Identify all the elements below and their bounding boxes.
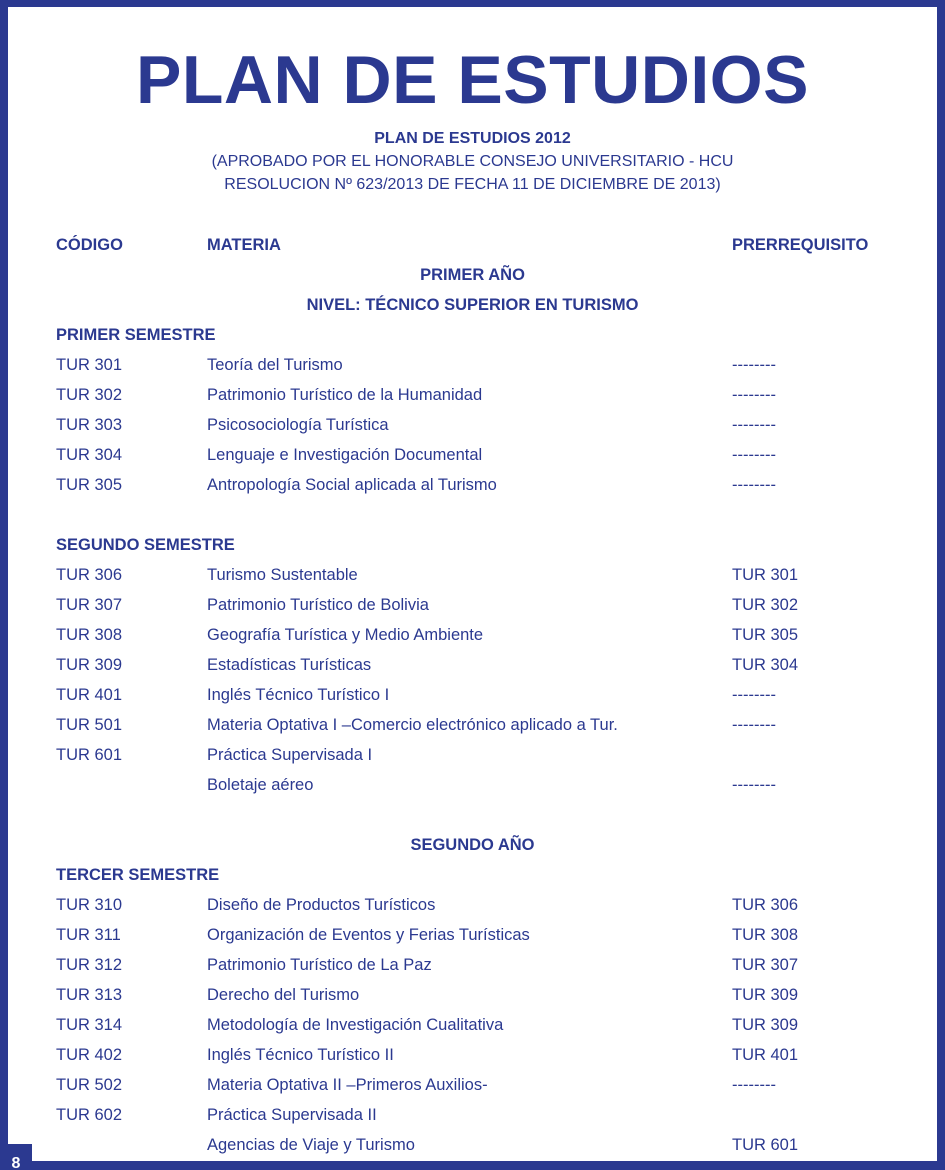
course-subject: Antropología Social aplicada al Turismo bbox=[207, 476, 497, 494]
course-prereq: -------- bbox=[732, 416, 776, 434]
course-prereq: TUR 305 bbox=[732, 626, 799, 644]
course-subject: Geografía Turística y Medio Ambiente bbox=[207, 626, 484, 644]
year-heading-second: SEGUNDO AÑO bbox=[410, 836, 535, 854]
course-subject: Estadísticas Turísticas bbox=[207, 656, 372, 674]
course-prereq: TUR 601 bbox=[732, 1136, 799, 1154]
course-code: TUR 501 bbox=[56, 716, 123, 734]
table-row bbox=[0, 714, 945, 744]
course-prereq: -------- bbox=[732, 476, 776, 494]
course-code: TUR 307 bbox=[56, 596, 123, 614]
subtitle-approval: (APROBADO POR EL HONORABLE CONSEJO UNIVERSITARIO - HCU bbox=[211, 153, 734, 170]
course-subject: Derecho del Turismo bbox=[207, 986, 360, 1004]
course-code: TUR 601 bbox=[56, 746, 123, 764]
course-subject: Psicosociología Turística bbox=[207, 416, 389, 434]
course-code: TUR 401 bbox=[56, 686, 123, 704]
course-subject: Lenguaje e Investigación Documental bbox=[207, 446, 483, 464]
course-prereq: TUR 309 bbox=[732, 986, 799, 1004]
course-code: TUR 314 bbox=[56, 1016, 123, 1034]
course-code: TUR 402 bbox=[56, 1046, 123, 1064]
table-row bbox=[0, 1134, 945, 1164]
table-row bbox=[0, 564, 945, 594]
table-row bbox=[0, 654, 945, 684]
level-heading: NIVEL: TÉCNICO SUPERIOR EN TURISMO bbox=[306, 296, 639, 314]
course-prereq: -------- bbox=[732, 386, 776, 404]
subtitle-resolution: RESOLUCION Nº 623/2013 DE FECHA 11 DE DICIEMBRE DE 2013) bbox=[224, 176, 721, 193]
table-row bbox=[0, 354, 945, 384]
course-prereq: TUR 304 bbox=[732, 656, 799, 674]
table-row bbox=[0, 924, 945, 954]
course-code: TUR 310 bbox=[56, 896, 123, 914]
page-title: PLAN DE ESTUDIOS bbox=[136, 42, 809, 118]
table-row bbox=[0, 984, 945, 1014]
course-prereq: -------- bbox=[732, 446, 776, 464]
table-row bbox=[0, 1044, 945, 1074]
table-row bbox=[0, 384, 945, 414]
course-code: TUR 309 bbox=[56, 656, 123, 674]
course-code: TUR 502 bbox=[56, 1076, 123, 1094]
course-prereq: TUR 301 bbox=[732, 566, 799, 584]
semester-heading-third: TERCER SEMESTRE bbox=[56, 866, 220, 884]
course-prereq: TUR 308 bbox=[732, 926, 799, 944]
course-subject: Patrimonio Turístico de Bolivia bbox=[207, 596, 429, 614]
course-subject: Materia Optativa I –Comercio electrónico aplicado a Tur. bbox=[207, 716, 618, 734]
table-row bbox=[0, 624, 945, 654]
course-prereq: -------- bbox=[732, 356, 776, 374]
course-subject: Agencias de Viaje y Turismo bbox=[207, 1136, 415, 1154]
course-code: TUR 602 bbox=[56, 1106, 123, 1124]
table-row bbox=[0, 1104, 945, 1134]
subtitle-plan: PLAN DE ESTUDIOS 2012 bbox=[374, 130, 571, 147]
table-row bbox=[0, 894, 945, 924]
course-subject: Práctica Supervisada I bbox=[207, 746, 373, 764]
course-prereq: TUR 309 bbox=[732, 1016, 799, 1034]
course-subject: Inglés Técnico Turístico I bbox=[207, 686, 390, 704]
table-row bbox=[0, 1014, 945, 1044]
table-row bbox=[0, 414, 945, 444]
course-subject: Diseño de Productos Turísticos bbox=[207, 896, 436, 914]
table-row bbox=[0, 684, 945, 714]
course-code: TUR 313 bbox=[56, 986, 123, 1004]
course-prereq: -------- bbox=[732, 686, 776, 704]
course-subject: Teoría del Turismo bbox=[207, 356, 343, 374]
course-prereq: TUR 401 bbox=[732, 1046, 799, 1064]
course-code: TUR 302 bbox=[56, 386, 123, 404]
course-subject: Metodología de Investigación Cualitativa bbox=[207, 1016, 504, 1034]
table-row bbox=[0, 744, 945, 774]
course-subject: Turismo Sustentable bbox=[207, 566, 358, 584]
column-header-code: CÓDIGO bbox=[56, 236, 123, 254]
course-subject: Práctica Supervisada II bbox=[207, 1106, 377, 1124]
semester-heading-first: PRIMER SEMESTRE bbox=[56, 326, 216, 344]
course-code: TUR 312 bbox=[56, 956, 123, 974]
table-row bbox=[0, 594, 945, 624]
course-subject: Patrimonio Turístico de La Paz bbox=[207, 956, 432, 974]
year-heading-first: PRIMER AÑO bbox=[420, 266, 525, 284]
course-code: TUR 305 bbox=[56, 476, 123, 494]
course-code: TUR 308 bbox=[56, 626, 123, 644]
course-subject: Materia Optativa II –Primeros Auxilios- bbox=[207, 1076, 488, 1094]
table-row bbox=[0, 1074, 945, 1104]
course-subject: Inglés Técnico Turístico II bbox=[207, 1046, 394, 1064]
page-number: 8 bbox=[0, 1144, 32, 1170]
course-prereq: -------- bbox=[732, 716, 776, 734]
course-subject: Boletaje aéreo bbox=[207, 776, 314, 794]
course-prereq: TUR 307 bbox=[732, 956, 799, 974]
course-prereq: TUR 306 bbox=[732, 896, 799, 914]
course-prereq: -------- bbox=[732, 1076, 776, 1094]
course-code: TUR 304 bbox=[56, 446, 123, 464]
semester-heading-second: SEGUNDO SEMESTRE bbox=[56, 536, 235, 554]
course-subject: Organización de Eventos y Ferias Turísticas bbox=[207, 926, 530, 944]
course-code: TUR 306 bbox=[56, 566, 123, 584]
course-prereq: -------- bbox=[732, 776, 776, 794]
table-row bbox=[0, 774, 945, 804]
course-code: TUR 311 bbox=[56, 926, 121, 944]
course-code: TUR 303 bbox=[56, 416, 123, 434]
course-code: TUR 301 bbox=[56, 356, 123, 374]
table-row bbox=[0, 954, 945, 984]
course-prereq: TUR 302 bbox=[732, 596, 799, 614]
column-header-prereq: PRERREQUISITO bbox=[732, 236, 869, 254]
course-subject: Patrimonio Turístico de la Humanidad bbox=[207, 386, 483, 404]
table-row bbox=[0, 474, 945, 504]
column-header-subject: MATERIA bbox=[207, 236, 281, 254]
table-row bbox=[0, 444, 945, 474]
